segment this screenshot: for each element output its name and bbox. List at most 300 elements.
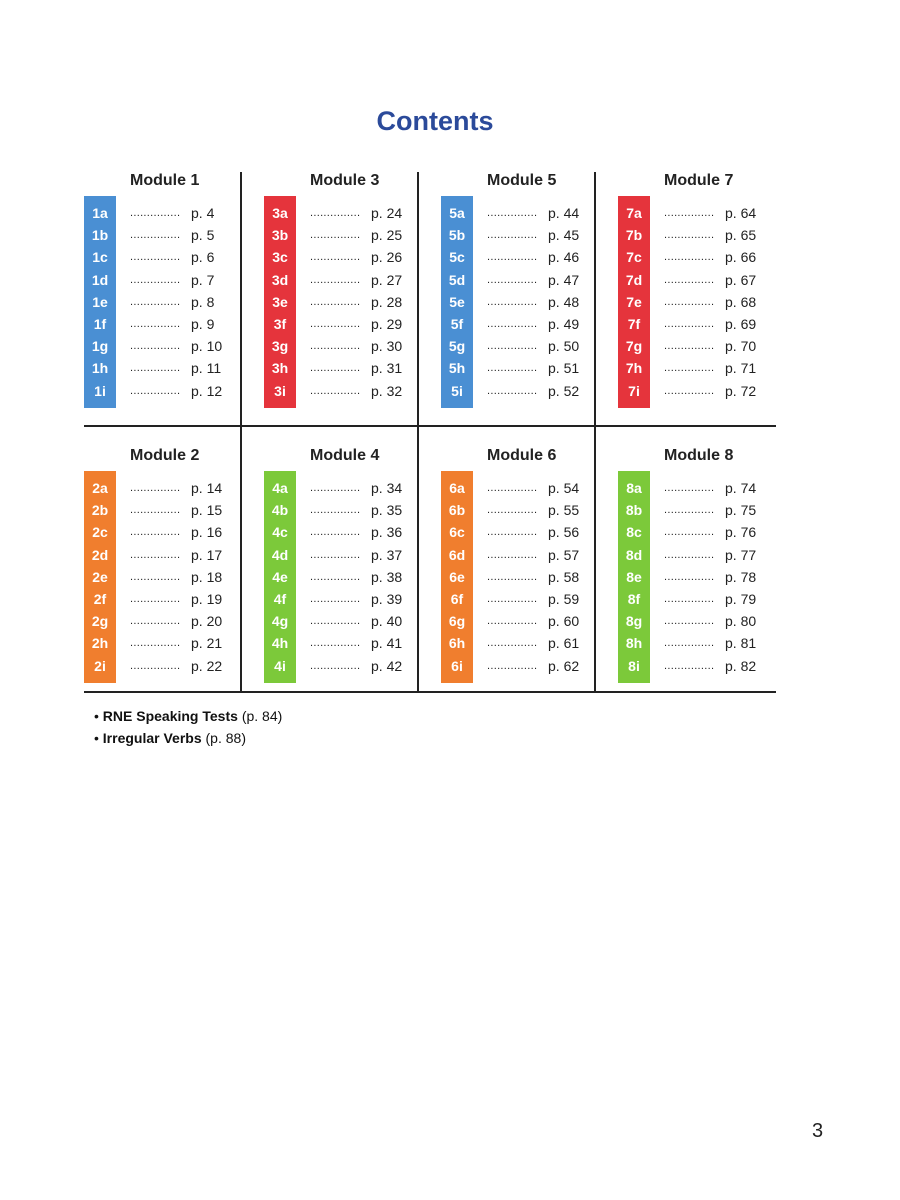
page-ref: p. 29 xyxy=(371,316,403,332)
page-ref: p. 70 xyxy=(725,338,757,355)
page-ref: p. 26 xyxy=(371,249,403,266)
dot-leader: ............... xyxy=(487,526,538,539)
toc-entry[interactable] xyxy=(441,610,618,632)
unit-code: 7i xyxy=(628,382,640,399)
page-ref: p. 42 xyxy=(371,657,403,674)
toc-entry[interactable] xyxy=(84,202,261,224)
dot-leader: ............... xyxy=(310,570,361,583)
page-ref: p. 48 xyxy=(548,293,580,310)
toc-entry[interactable] xyxy=(84,357,261,379)
page-ref: p. 41 xyxy=(371,635,403,652)
unit-code: 6a xyxy=(449,480,465,496)
contents-grid xyxy=(84,172,776,692)
toc-entry[interactable] xyxy=(264,521,441,543)
dot-leader: ............... xyxy=(130,637,181,650)
unit-code: 3i xyxy=(274,382,286,399)
toc-entry[interactable] xyxy=(84,477,261,499)
page-ref: p. 4 xyxy=(191,205,215,221)
toc-entry[interactable] xyxy=(264,588,441,610)
dot-leader: ............... xyxy=(310,362,361,375)
unit-code: 2f xyxy=(93,591,107,607)
unit-code: 1f xyxy=(93,316,107,332)
unit-code: 1g xyxy=(91,338,109,355)
toc-entry[interactable] xyxy=(84,655,261,677)
page-ref: p. 57 xyxy=(548,546,580,563)
unit-code: 5d xyxy=(448,271,466,288)
page-ref: p. 16 xyxy=(191,524,223,541)
dot-leader: ............... xyxy=(130,504,181,517)
toc-entry[interactable] xyxy=(264,335,441,357)
page-ref: p. 35 xyxy=(371,502,403,519)
appendix-item[interactable] xyxy=(94,705,282,727)
dot-leader: ............... xyxy=(310,318,361,330)
bullet-icon: • xyxy=(94,730,99,746)
dot-leader: ............... xyxy=(130,526,181,539)
toc-entry[interactable] xyxy=(618,544,795,566)
dot-leader: ............... xyxy=(130,229,181,242)
divider xyxy=(84,691,776,693)
page-ref: p. 15 xyxy=(191,502,223,519)
dot-leader: ............... xyxy=(487,384,538,397)
dot-leader: ............... xyxy=(130,362,181,375)
dot-leader: ............... xyxy=(664,570,715,583)
dot-leader: ............... xyxy=(130,318,181,330)
unit-code: 6d xyxy=(448,546,466,563)
bullet-icon: • xyxy=(94,708,99,724)
dot-leader: ............... xyxy=(310,273,361,286)
page-ref: p. 50 xyxy=(548,338,580,355)
dot-leader: ............... xyxy=(310,593,361,605)
dot-leader: ............... xyxy=(664,318,715,330)
toc-entry[interactable] xyxy=(264,246,441,268)
page-ref: p. 55 xyxy=(548,502,580,519)
toc-entry[interactable] xyxy=(264,610,441,632)
appendix-item[interactable] xyxy=(94,727,282,749)
appendix-list xyxy=(94,705,282,749)
unit-code: 1h xyxy=(91,360,109,377)
unit-code: 7f xyxy=(627,316,641,332)
page-ref: p. 71 xyxy=(725,360,757,377)
unit-code: 6g xyxy=(448,613,466,630)
page-ref: p. 54 xyxy=(548,480,580,496)
dot-leader: ............... xyxy=(130,570,181,583)
dot-leader: ............... xyxy=(310,659,361,672)
dot-leader: ............... xyxy=(487,504,538,517)
unit-code: 2i xyxy=(94,657,106,674)
unit-code: 1d xyxy=(91,271,109,288)
module-title: Module 6 xyxy=(487,447,557,464)
toc-entry[interactable] xyxy=(441,313,618,335)
appendix-page: (p. 88) xyxy=(205,730,246,746)
toc-entry[interactable] xyxy=(264,357,441,379)
dot-leader: ............... xyxy=(664,659,715,672)
toc-entry[interactable] xyxy=(441,202,618,224)
dot-leader: ............... xyxy=(310,251,361,264)
unit-code: 2a xyxy=(92,480,108,496)
page-ref: p. 31 xyxy=(371,360,403,377)
toc-entry[interactable] xyxy=(84,566,261,588)
toc-entry[interactable] xyxy=(441,477,618,499)
page-ref: p. 72 xyxy=(725,382,757,399)
unit-code: 8f xyxy=(627,591,641,607)
page-ref: p. 32 xyxy=(371,382,403,399)
page-ref: p. 18 xyxy=(191,568,223,585)
dot-leader: ............... xyxy=(130,659,181,672)
toc-entry[interactable] xyxy=(264,632,441,654)
page-ref: p. 62 xyxy=(548,657,580,674)
dot-leader: ............... xyxy=(487,251,538,264)
toc-entry[interactable] xyxy=(441,380,618,402)
toc-entry[interactable] xyxy=(84,588,261,610)
dot-leader: ............... xyxy=(130,340,181,353)
unit-code: 4i xyxy=(274,657,286,674)
dot-leader: ............... xyxy=(664,295,715,308)
page-ref: p. 17 xyxy=(191,546,223,563)
unit-code: 2h xyxy=(91,635,109,652)
page-ref: p. 8 xyxy=(191,293,215,310)
toc-entry[interactable] xyxy=(264,202,441,224)
unit-code: 5g xyxy=(448,338,466,355)
unit-code: 2c xyxy=(92,524,108,541)
unit-code: 3d xyxy=(271,271,289,288)
toc-entry[interactable] xyxy=(618,313,795,335)
toc-entry[interactable] xyxy=(441,246,618,268)
dot-leader: ............... xyxy=(310,482,361,494)
toc-entry[interactable] xyxy=(84,544,261,566)
page-ref: p. 6 xyxy=(191,249,215,266)
dot-leader: ............... xyxy=(310,548,361,561)
toc-entry[interactable] xyxy=(618,521,795,543)
dot-leader: ............... xyxy=(664,504,715,517)
toc-entry[interactable] xyxy=(618,477,795,499)
page-ref: p. 51 xyxy=(548,360,580,377)
toc-entry[interactable] xyxy=(84,313,261,335)
toc-entry[interactable] xyxy=(618,566,795,588)
unit-code: 4b xyxy=(271,502,289,519)
page-ref: p. 64 xyxy=(725,205,757,221)
dot-leader: ............... xyxy=(310,229,361,242)
toc-entry[interactable] xyxy=(84,521,261,543)
unit-code: 5c xyxy=(449,249,465,266)
unit-code: 7e xyxy=(626,293,642,310)
unit-code: 5h xyxy=(448,360,466,377)
dot-leader: ............... xyxy=(310,615,361,628)
dot-leader: ............... xyxy=(310,384,361,397)
unit-code: 5e xyxy=(449,293,465,310)
toc-entry[interactable] xyxy=(264,313,441,335)
unit-code: 2b xyxy=(91,502,109,519)
unit-code: 3c xyxy=(272,249,288,266)
dot-leader: ............... xyxy=(664,548,715,561)
toc-entry[interactable] xyxy=(618,588,795,610)
dot-leader: ............... xyxy=(487,637,538,650)
dot-leader: ............... xyxy=(310,526,361,539)
dot-leader: ............... xyxy=(130,295,181,308)
module-title: Module 2 xyxy=(130,447,200,464)
page-ref: p. 38 xyxy=(371,568,403,585)
unit-code: 6f xyxy=(450,591,464,607)
toc-entry[interactable] xyxy=(84,632,261,654)
appendix-label: RNE Speaking Tests xyxy=(102,708,238,724)
unit-code: 7h xyxy=(625,360,643,377)
toc-entry[interactable] xyxy=(264,655,441,677)
toc-entry[interactable] xyxy=(441,544,618,566)
module-title: Module 7 xyxy=(664,172,734,189)
page-ref: p. 52 xyxy=(548,382,580,399)
page-ref: p. 47 xyxy=(548,271,580,288)
toc-entry[interactable] xyxy=(264,224,441,246)
unit-code: 3b xyxy=(271,227,289,244)
toc-entry[interactable] xyxy=(441,291,618,313)
page-ref: p. 5 xyxy=(191,227,215,244)
unit-code: 8i xyxy=(628,657,640,674)
dot-leader: ............... xyxy=(487,482,538,494)
toc-entry[interactable] xyxy=(84,224,261,246)
toc-entry[interactable] xyxy=(618,632,795,654)
page-ref: p. 45 xyxy=(548,227,580,244)
page-ref: p. 37 xyxy=(371,546,403,563)
page-ref: p. 74 xyxy=(725,480,757,496)
page-ref: p. 11 xyxy=(191,360,222,377)
toc-entry[interactable] xyxy=(264,291,441,313)
page-ref: p. 34 xyxy=(371,480,403,496)
page-ref: p. 56 xyxy=(548,524,580,541)
dot-leader: ............... xyxy=(130,615,181,628)
dot-leader: ............... xyxy=(487,362,538,375)
module-title: Module 1 xyxy=(130,172,200,189)
unit-code: 6e xyxy=(449,568,465,585)
unit-code: 4g xyxy=(271,613,289,630)
unit-code: 5a xyxy=(449,205,465,221)
toc-entry[interactable] xyxy=(264,269,441,291)
unit-code: 4a xyxy=(272,480,288,496)
unit-code: 7c xyxy=(626,249,642,266)
page-ref: p. 9 xyxy=(191,316,215,332)
unit-code: 5i xyxy=(451,382,463,399)
page-ref: p. 39 xyxy=(371,591,403,607)
dot-leader: ............... xyxy=(664,273,715,286)
dot-leader: ............... xyxy=(487,273,538,286)
page-ref: p. 66 xyxy=(725,249,757,266)
toc-entry[interactable] xyxy=(441,224,618,246)
divider xyxy=(84,425,776,427)
toc-entry[interactable] xyxy=(441,499,618,521)
unit-code: 4f xyxy=(273,591,287,607)
page-ref: p. 69 xyxy=(725,316,757,332)
appendix-page: (p. 84) xyxy=(241,708,283,724)
unit-code: 2d xyxy=(91,546,109,563)
dot-leader: ............... xyxy=(130,273,181,286)
dot-leader: ............... xyxy=(310,207,361,219)
page-ref: p. 77 xyxy=(725,546,757,563)
page-ref: p. 75 xyxy=(725,502,757,519)
toc-entry[interactable] xyxy=(441,521,618,543)
page-ref: p. 25 xyxy=(371,227,403,244)
toc-entry[interactable] xyxy=(84,610,261,632)
dot-leader: ............... xyxy=(664,340,715,353)
unit-code: 4e xyxy=(272,568,288,585)
toc-entry[interactable] xyxy=(441,588,618,610)
unit-code: 8a xyxy=(626,480,642,496)
page-ref: p. 60 xyxy=(548,613,580,630)
dot-leader: ............... xyxy=(664,615,715,628)
page-ref: p. 44 xyxy=(548,205,580,221)
toc-entry[interactable] xyxy=(618,655,795,677)
unit-code: 7d xyxy=(625,271,643,288)
toc-entry[interactable] xyxy=(264,477,441,499)
toc-entry[interactable] xyxy=(618,610,795,632)
toc-entry[interactable] xyxy=(618,246,795,268)
page-ref: p. 82 xyxy=(725,657,757,674)
unit-code: 3e xyxy=(272,293,288,310)
dot-leader: ............... xyxy=(310,340,361,353)
toc-entry[interactable] xyxy=(618,335,795,357)
page-ref: p. 21 xyxy=(191,635,223,652)
page-title: Contents xyxy=(376,106,494,136)
page-ref: p. 76 xyxy=(725,524,757,541)
page-number: 3 xyxy=(812,1120,824,1142)
toc-entry[interactable] xyxy=(84,499,261,521)
unit-code: 3a xyxy=(272,205,288,221)
page-ref: p. 81 xyxy=(725,635,757,652)
dot-leader: ............... xyxy=(130,548,181,561)
page-ref: p. 20 xyxy=(191,613,223,630)
unit-code: 6i xyxy=(451,657,463,674)
page-ref: p. 49 xyxy=(548,316,580,332)
dot-leader: ............... xyxy=(310,504,361,517)
dot-leader: ............... xyxy=(487,593,538,605)
toc-entry[interactable] xyxy=(441,632,618,654)
dot-leader: ............... xyxy=(487,659,538,672)
page-ref: p. 80 xyxy=(725,613,757,630)
page-ref: p. 46 xyxy=(548,249,580,266)
toc-entry[interactable] xyxy=(441,335,618,357)
unit-code: 4c xyxy=(272,524,288,541)
toc-entry[interactable] xyxy=(264,566,441,588)
dot-leader: ............... xyxy=(487,548,538,561)
unit-code: 1a xyxy=(92,205,108,221)
dot-leader: ............... xyxy=(310,295,361,308)
toc-entry[interactable] xyxy=(441,655,618,677)
page-ref: p. 24 xyxy=(371,205,403,221)
page-ref: p. 28 xyxy=(371,293,403,310)
page-ref: p. 22 xyxy=(191,657,223,674)
dot-leader: ............... xyxy=(487,340,538,353)
toc-entry[interactable] xyxy=(618,224,795,246)
toc-entry[interactable] xyxy=(441,566,618,588)
dot-leader: ............... xyxy=(487,318,538,330)
page-ref: p. 30 xyxy=(371,338,403,355)
dot-leader: ............... xyxy=(664,526,715,539)
module-title: Module 5 xyxy=(487,172,557,189)
page-ref: p. 68 xyxy=(725,293,757,310)
unit-code: 2g xyxy=(91,613,109,630)
dot-leader: ............... xyxy=(664,207,715,219)
unit-code: 6b xyxy=(448,502,466,519)
unit-code: 1b xyxy=(91,227,109,244)
dot-leader: ............... xyxy=(664,229,715,242)
unit-code: 1i xyxy=(94,382,106,399)
dot-leader: ............... xyxy=(487,207,538,219)
dot-leader: ............... xyxy=(130,251,181,264)
dot-leader: ............... xyxy=(664,384,715,397)
page-ref: p. 12 xyxy=(191,382,223,399)
dot-leader: ............... xyxy=(487,295,538,308)
toc-entry[interactable] xyxy=(264,499,441,521)
dot-leader: ............... xyxy=(487,229,538,242)
toc-entry[interactable] xyxy=(84,246,261,268)
toc-entry[interactable] xyxy=(441,357,618,379)
toc-entry[interactable] xyxy=(618,380,795,402)
unit-code: 3h xyxy=(271,360,289,377)
module-title: Module 4 xyxy=(310,447,380,464)
toc-entry[interactable] xyxy=(84,269,261,291)
dot-leader: ............... xyxy=(664,637,715,650)
page-ref: p. 40 xyxy=(371,613,403,630)
toc-entry[interactable] xyxy=(84,291,261,313)
page-ref: p. 7 xyxy=(191,271,215,288)
dot-leader: ............... xyxy=(664,482,715,494)
toc-entry[interactable] xyxy=(618,357,795,379)
toc-entry[interactable] xyxy=(84,335,261,357)
page-ref: p. 79 xyxy=(725,591,757,607)
appendix-label: Irregular Verbs xyxy=(102,730,202,746)
module-title: Module 3 xyxy=(310,172,380,189)
unit-code: 4d xyxy=(271,546,289,563)
dot-leader: ............... xyxy=(487,570,538,583)
unit-code: 1c xyxy=(92,249,108,266)
page-ref: p. 59 xyxy=(548,591,580,607)
page-ref: p. 67 xyxy=(725,271,757,288)
unit-code: 8g xyxy=(625,613,643,630)
toc-entry[interactable] xyxy=(618,291,795,313)
toc-entry[interactable] xyxy=(618,499,795,521)
unit-code: 8b xyxy=(625,502,643,519)
unit-code: 1e xyxy=(92,293,108,310)
dot-leader: ............... xyxy=(130,207,181,219)
unit-code: 3g xyxy=(271,338,289,355)
unit-code: 7b xyxy=(625,227,643,244)
dot-leader: ............... xyxy=(130,593,181,605)
page-ref: p. 65 xyxy=(725,227,757,244)
unit-code: 8d xyxy=(625,546,643,563)
toc-entry[interactable] xyxy=(264,380,441,402)
toc-entry[interactable] xyxy=(618,202,795,224)
toc-entry[interactable] xyxy=(618,269,795,291)
dot-leader: ............... xyxy=(130,482,181,494)
unit-code: 5b xyxy=(448,227,466,244)
unit-code: 2e xyxy=(92,568,108,585)
toc-entry[interactable] xyxy=(441,269,618,291)
unit-code: 3f xyxy=(273,316,287,332)
unit-code: 8e xyxy=(626,568,642,585)
dot-leader: ............... xyxy=(487,615,538,628)
unit-code: 7g xyxy=(625,338,643,355)
page-ref: p. 27 xyxy=(371,271,403,288)
unit-code: 8h xyxy=(625,635,643,652)
page-ref: p. 58 xyxy=(548,568,580,585)
page-ref: p. 19 xyxy=(191,591,223,607)
page-ref: p. 36 xyxy=(371,524,403,541)
page-ref: p. 10 xyxy=(191,338,223,355)
unit-code: 7a xyxy=(626,205,642,221)
unit-code: 4h xyxy=(271,635,289,652)
dot-leader: ............... xyxy=(664,251,715,264)
page-ref: p. 61 xyxy=(548,635,580,652)
toc-entry[interactable] xyxy=(264,544,441,566)
dot-leader: ............... xyxy=(664,593,715,605)
toc-entry[interactable] xyxy=(84,380,261,402)
